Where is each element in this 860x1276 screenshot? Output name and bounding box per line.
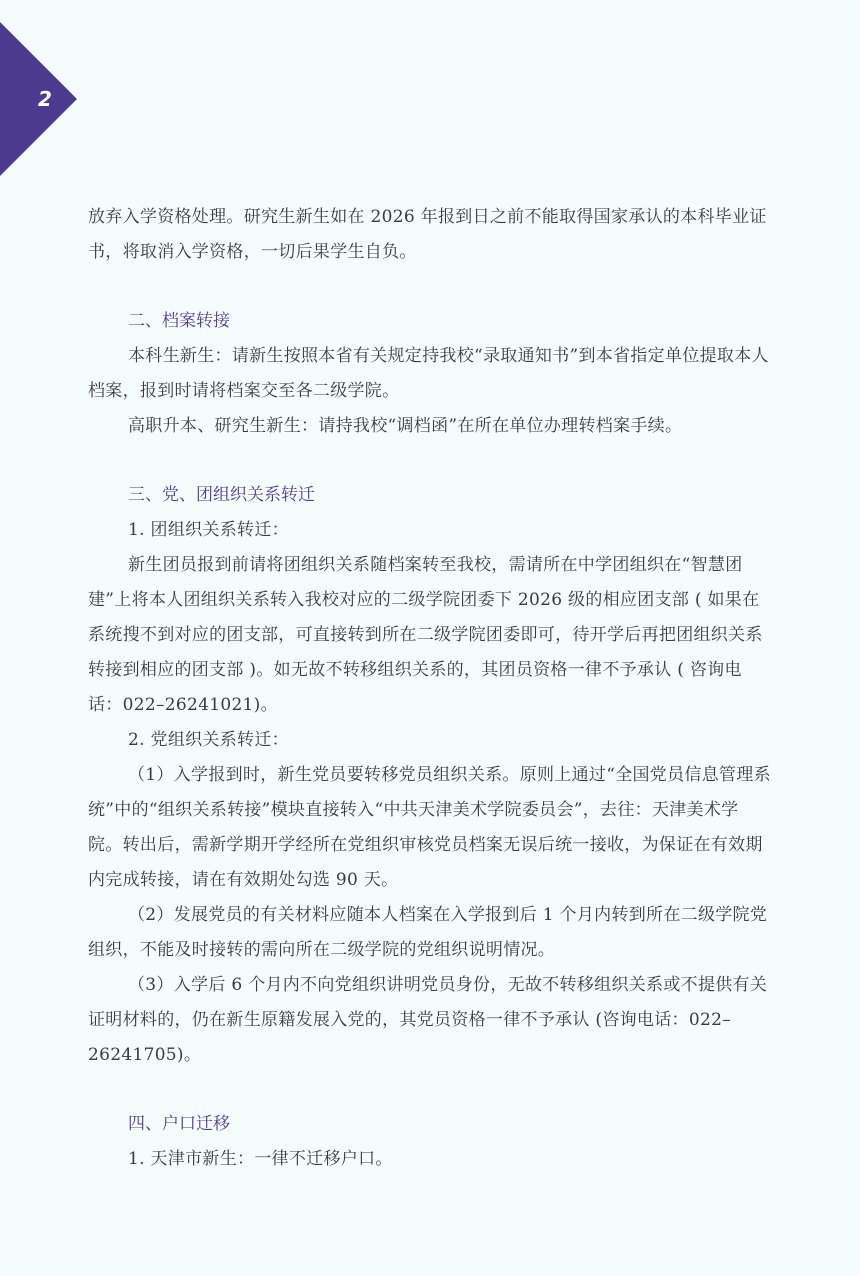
section-heading-archive: 二、档案转接	[128, 311, 230, 331]
subheading-league-transfer: 1. 团组织关系转迁：	[128, 520, 289, 540]
page-number: 2	[38, 87, 52, 111]
subheading-party-transfer: 2. 党组织关系转迁：	[128, 730, 289, 750]
intro-paragraph: 放弃入学资格处理。研究生新生如在 2026 年报到日之前不能取得国家承认的本科毕业证书，将取消入学资格，一切后果学生自负。	[88, 207, 767, 262]
paragraph-party-item-3: （3）入学后 6 个月内不向党组织讲明党员身份，无故不转移组织关系或不提供有关证明材料的，仍在新生原籍发展入党的，其党员资格一律不予承认 (咨询电话：022–26241705)。	[88, 975, 768, 1065]
paragraph-tianjin-household: 1. 天津市新生：一律不迁移户口。	[128, 1149, 393, 1169]
page-body	[88, 200, 772, 1177]
paragraph-party-item-1: （1）入学报到时，新生党员要转移党员组织关系。原则上通过“全国党员信息管理系统”中的“组织关系转接”模块直接转入“中共天津美术学院委员会”，去往：天津美术学院。转出后，需新学期开学经所在党组织审核党员档案无误后统一接收，为保证在有效期内完成转接，请在有效期处勾选 90 天。	[88, 765, 771, 890]
paragraph-undergrad-archive: 本科生新生：请新生按照本省有关规定持我校“录取通知书”到本省指定单位提取本人档案，报到时请将档案交至各二级学院。	[88, 346, 769, 401]
section-heading-household: 四、户口迁移	[128, 1114, 230, 1134]
paragraph-party-item-2: （2）发展党员的有关材料应随本人档案在入学报到后 1 个月内转到所在二级学院党组织，不能及时接转的需向所在二级学院的党组织说明情况。	[88, 905, 768, 960]
section-gap	[88, 1073, 772, 1107]
section-heading-organization: 三、党、团组织关系转迁	[128, 485, 315, 505]
paragraph-league-transfer: 新生团员报到前请将团组织关系随档案转至我校，需请所在中学团组织在“智慧团建”上将本人团组织关系转入我校对应的二级学院团委下 2026 级的相应团支部 ( 如果在系统搜不到对应的团支部，可直接转到所在二级学院团委即可，待开学后再把团组织关系转接到相应的团支部 )。如无故不转移组织关系的，其团员资格一律不予承认 ( 咨询电话：022–26241021)。	[88, 555, 763, 715]
section-gap	[88, 444, 772, 478]
paragraph-graduate-archive: 高职升本、研究生新生：请持我校“调档函”在所在单位办理转档案手续。	[128, 416, 683, 436]
section-gap	[88, 270, 772, 304]
